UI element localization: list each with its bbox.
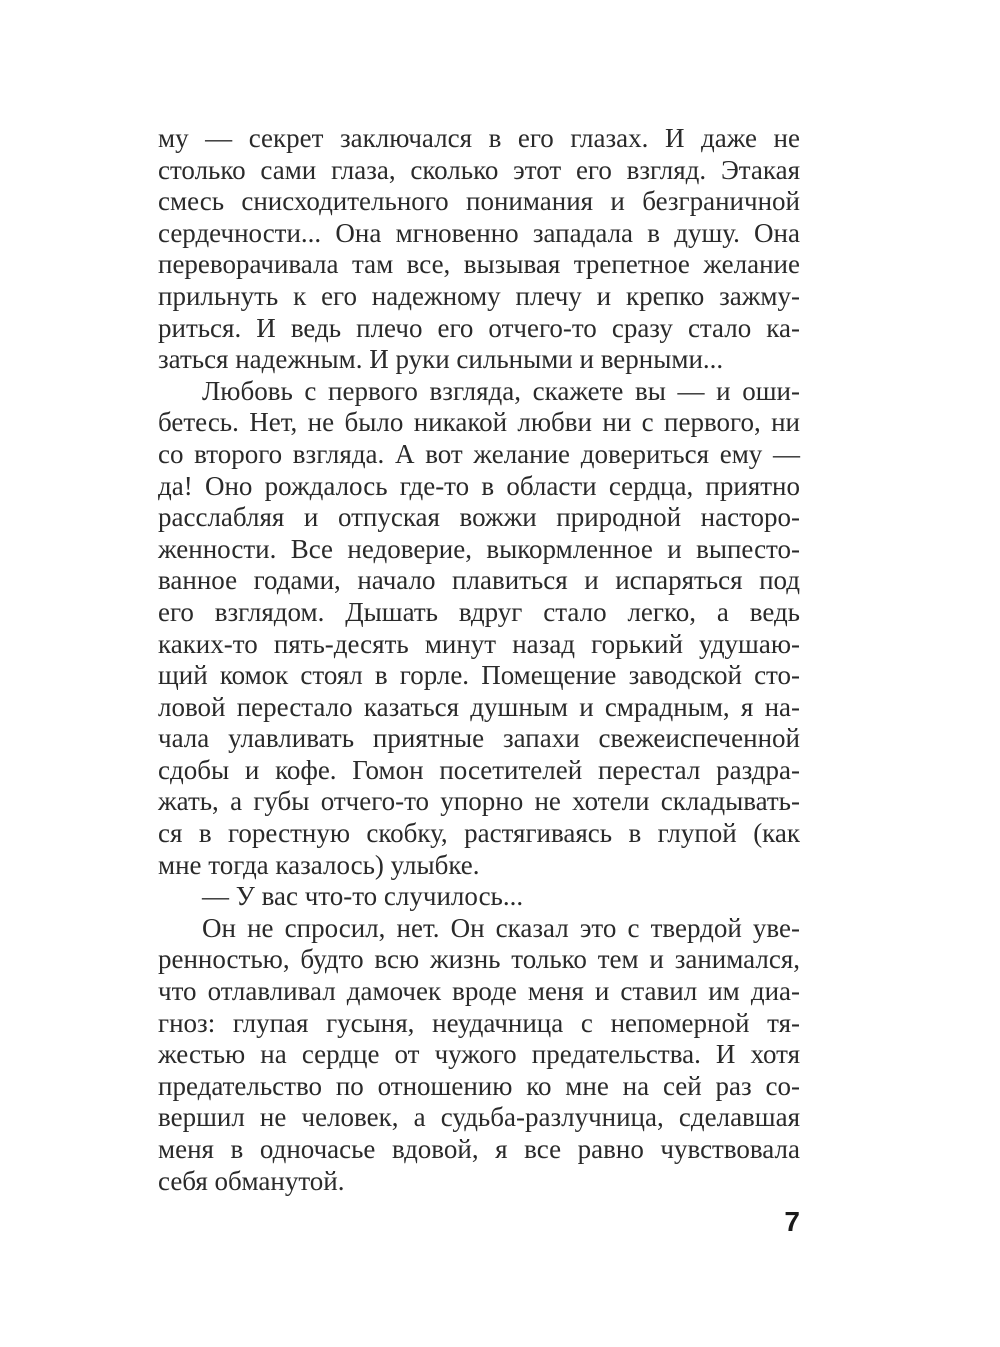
text-line: что отлавливал дамочек вроде меня и ставил им диа- xyxy=(158,976,800,1007)
text-line: себя обманутой. xyxy=(158,1165,345,1196)
text-line: сердечности... Она мгновенно западала в душу. Она xyxy=(158,217,800,248)
text-line: сдобы и кофе. Гомон посетителей перестал раздра- xyxy=(158,754,800,785)
text-line: му — секрет заключался в его глазах. И даже не xyxy=(158,123,800,153)
text-line: — У вас что-то случилось... xyxy=(202,881,524,912)
page-number: 7 xyxy=(784,1206,800,1237)
text-line: ванное годами, начало плавиться и испаряться под xyxy=(158,565,800,596)
text-line: щий комок стоял в горле. Помещение заводской сто- xyxy=(158,660,800,691)
text-line: бетесь. Нет, не было никакой любви ни с первого, ни xyxy=(158,407,800,438)
text-line: жестью на сердце от чужого предательства. И хотя xyxy=(158,1039,800,1070)
text-line: со второго взгляда. А вот желание довериться ему — xyxy=(158,438,800,469)
text-line: мне тогда казалось) улыбке. xyxy=(158,849,480,880)
text-line: жать, а губы отчего-то упорно не хотели складывать- xyxy=(158,786,800,817)
paragraph xyxy=(158,376,800,882)
paragraph xyxy=(158,123,800,376)
paragraph xyxy=(158,913,800,1197)
text-line: Он не спросил, нет. Он сказал это с твердой уве- xyxy=(202,912,800,943)
text-line: расслабляя и отпуская вожжи природной насторо- xyxy=(158,502,800,533)
text-line: ловой перестало казаться душным и смрадным, я на- xyxy=(158,691,800,722)
text-line: чала улавливать приятные запахи свежеиспеченной xyxy=(158,723,800,754)
text-line: предательство по отношению ко мне на сей раз со- xyxy=(158,1070,800,1101)
text-line: женности. Все недоверие, выкормленное и выпесто- xyxy=(158,533,800,564)
text-line: смесь снисходительного понимания и безграничной xyxy=(158,186,800,217)
text-line: Любовь с первого взгляда, скажете вы — и оши- xyxy=(202,375,800,406)
text-line: ренностью, будто всю жизнь только тем и занимался, xyxy=(158,944,800,975)
text-line: ся в горестную скобку, растягиваясь в глупой (как xyxy=(158,818,800,849)
text-line: каких-то пять-десять минут назад горький удушаю- xyxy=(158,628,800,659)
text-line: его взглядом. Дышать вдруг стало легко, а ведь xyxy=(158,596,800,627)
text-line: гноз: глупая гусыня, неудачница с непомерной тя- xyxy=(158,1007,800,1038)
text-line: риться. И ведь плечо его отчего-то сразу стало ка- xyxy=(158,312,800,343)
body-text xyxy=(158,123,800,1197)
text-line: вершил не человек, а судьба-разлучница, сделавшая xyxy=(158,1102,800,1133)
text-line: меня в одночасье вдовой, я все равно чувствовала xyxy=(158,1134,800,1164)
text-line: прильнуть к его надежному плечу и крепко зажму- xyxy=(158,280,800,311)
text-line: да! Оно рождалось где-то в области сердца, приятно xyxy=(158,470,800,501)
text-line: столько сами глаза, сколько этот его взгляд. Этакая xyxy=(158,154,800,185)
text-line: переворачивала там все, вызывая трепетное желание xyxy=(158,249,800,280)
paragraph xyxy=(158,881,800,913)
text-line: заться надежным. И руки сильными и верными... xyxy=(158,344,724,375)
